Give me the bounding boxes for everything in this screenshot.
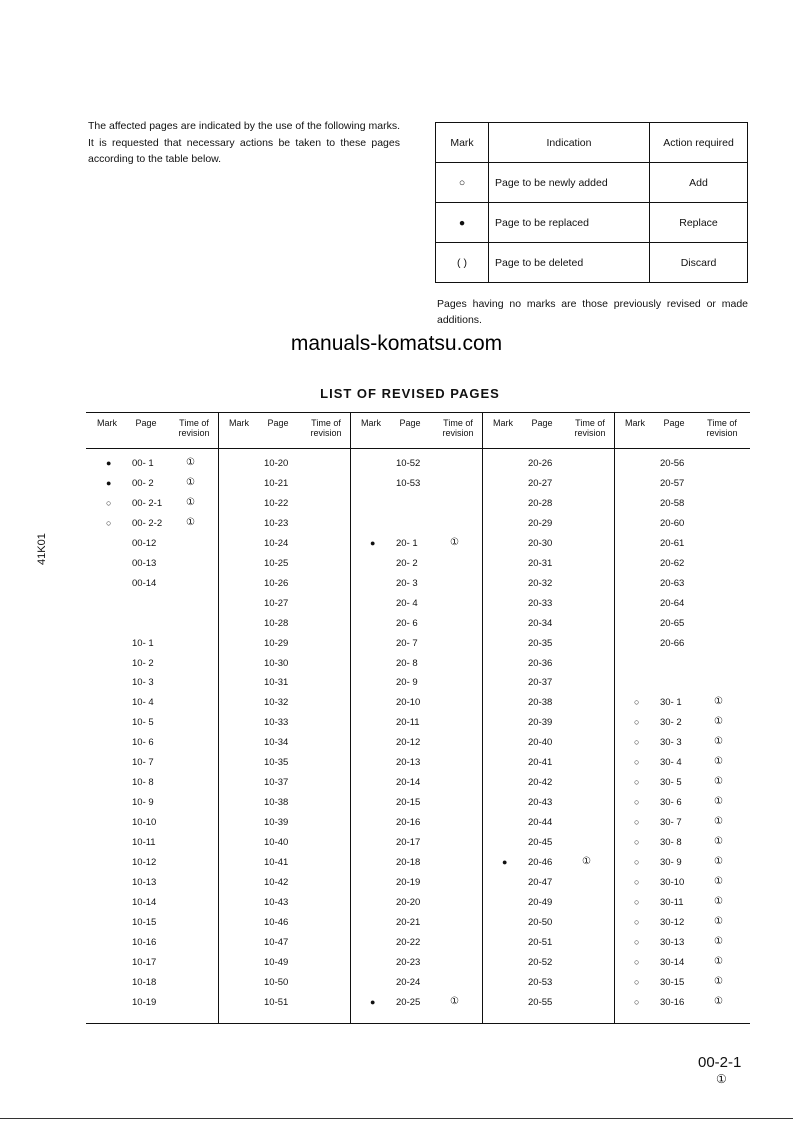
row-page: 30- 1 <box>660 697 682 709</box>
row-page: 30- 6 <box>660 797 682 809</box>
row-page: 10- 5 <box>132 717 154 729</box>
row-page: 10- 3 <box>132 677 154 689</box>
row-page: 20-34 <box>528 617 553 629</box>
row-page: 10-40 <box>264 837 289 849</box>
row-revision: ① <box>714 856 723 867</box>
legend-mark-add: ○ <box>436 163 489 203</box>
row-page: 10-47 <box>264 936 289 948</box>
row-page: 10-27 <box>264 597 289 609</box>
row-page: 20-28 <box>528 497 553 509</box>
row-page: 10-49 <box>264 956 289 968</box>
row-revision: ① <box>186 516 195 528</box>
page-revision-mark: ① <box>716 1072 727 1086</box>
row-page: 20-36 <box>528 657 553 669</box>
side-code: 41K01 <box>36 533 48 565</box>
row-page: 20- 2 <box>396 557 418 569</box>
watermark: manuals-komatsu.com <box>290 332 503 355</box>
row-page: 30-11 <box>660 896 684 908</box>
col-header-page: Page <box>663 418 685 428</box>
row-page: 10-42 <box>264 876 289 888</box>
row-revision: ① <box>186 476 195 488</box>
row-revision: ① <box>714 836 723 848</box>
row-page: 10-39 <box>264 817 289 829</box>
col-header-mark: Mark <box>493 418 513 428</box>
row-page: 20- 6 <box>396 617 418 629</box>
row-revision: ① <box>714 696 723 708</box>
row-mark: ○ <box>634 817 640 828</box>
row-mark: ● <box>370 996 376 1007</box>
row-page: 10-43 <box>264 896 289 908</box>
row-page: 10-14 <box>132 896 157 908</box>
row-page: 20-40 <box>528 737 553 749</box>
row-page: 30-12 <box>660 916 685 928</box>
row-page: 00- 2-2 <box>132 517 163 529</box>
row-page: 10-16 <box>132 936 157 948</box>
legend-mark-delete: ( ) <box>436 243 489 283</box>
row-page: 30- 7 <box>660 817 682 829</box>
row-mark: ○ <box>106 497 112 508</box>
row-page: 20-13 <box>396 757 421 769</box>
row-revision: ① <box>714 736 723 748</box>
row-page: 10-24 <box>264 537 289 549</box>
row-page: 10-52 <box>396 458 421 469</box>
row-mark: ○ <box>634 737 640 748</box>
row-page: 20-61 <box>660 537 685 549</box>
col-header-mark: Mark <box>625 418 645 428</box>
row-page: 10-41 <box>264 857 289 868</box>
row-page: 10-29 <box>264 637 289 649</box>
row-page: 10-17 <box>132 956 157 968</box>
row-page: 20-23 <box>396 956 421 968</box>
col-header-page: Page <box>267 418 289 428</box>
row-revision: ① <box>714 895 723 907</box>
row-mark: ○ <box>634 857 640 867</box>
row-page: 20-53 <box>528 976 553 988</box>
row-page: 10-37 <box>264 777 289 789</box>
row-page: 10-53 <box>396 477 421 489</box>
grid-top-rule <box>86 412 750 413</box>
col-header-page: Page <box>531 418 553 428</box>
mark-legend-table <box>435 122 748 283</box>
row-mark: ○ <box>634 797 640 808</box>
grid-divider-2 <box>350 412 351 1024</box>
row-page: 20-22 <box>396 936 421 948</box>
row-page: 20-38 <box>528 697 553 709</box>
row-page: 20-57 <box>660 477 685 489</box>
col-header-page: Page <box>135 418 157 428</box>
row-page: 20-26 <box>528 458 553 469</box>
row-page: 10-28 <box>264 617 289 629</box>
row-page: 30-13 <box>660 936 685 948</box>
revised-pages-grid <box>86 412 750 1024</box>
row-revision: ① <box>714 995 723 1007</box>
grid-bottom-rule <box>86 1023 750 1024</box>
row-page: 00-12 <box>132 537 157 549</box>
row-page: 10- 8 <box>132 777 154 789</box>
legend-indication-replace: Page to be replaced <box>489 203 650 243</box>
legend-header-mark: Mark <box>436 123 489 163</box>
row-page: 20- 3 <box>396 577 418 589</box>
row-page: 30- 3 <box>660 737 682 749</box>
row-page: 20-47 <box>528 876 553 888</box>
row-revision: ① <box>714 716 723 728</box>
row-page: 00-13 <box>132 557 157 569</box>
row-page: 20-30 <box>528 537 553 549</box>
col-header-time: Time of revision <box>442 418 474 438</box>
row-page: 20-66 <box>660 637 685 649</box>
row-page: 00- 2-1 <box>132 497 163 509</box>
row-page: 20-31 <box>528 557 553 569</box>
row-page: 10- 1 <box>132 637 154 649</box>
row-page: 10-23 <box>264 517 289 529</box>
row-page: 10-25 <box>264 557 289 569</box>
row-revision: ① <box>714 776 723 788</box>
row-page: 30-16 <box>660 996 685 1008</box>
row-page: 20-20 <box>396 896 421 908</box>
row-mark: ○ <box>634 896 640 907</box>
row-page: 10-19 <box>132 996 157 1008</box>
row-mark: ○ <box>634 697 640 708</box>
row-page: 20-11 <box>396 717 420 729</box>
row-page: 10-11 <box>132 837 156 849</box>
row-revision: ① <box>186 496 195 508</box>
row-page: 10- 2 <box>132 657 154 669</box>
row-page: 20-42 <box>528 777 553 789</box>
row-page: 20-21 <box>396 916 421 928</box>
row-mark: ○ <box>106 517 112 528</box>
row-page: 30- 4 <box>660 757 682 769</box>
col-header-time: Time of revision <box>310 418 342 438</box>
grid-header-rule <box>86 448 750 449</box>
row-mark: ○ <box>634 916 640 927</box>
row-page: 20- 1 <box>396 537 418 549</box>
row-revision: ① <box>714 875 723 887</box>
row-mark: ● <box>106 458 112 468</box>
row-page: 10-18 <box>132 976 157 988</box>
row-page: 20-16 <box>396 817 421 829</box>
legend-action-add: Add <box>650 163 748 203</box>
row-page: 20-60 <box>660 517 685 529</box>
row-page: 20-37 <box>528 677 553 689</box>
row-page: 20- 8 <box>396 657 418 669</box>
row-page: 20-10 <box>396 697 421 709</box>
col-header-mark: Mark <box>361 418 381 428</box>
row-page: 20-12 <box>396 737 421 749</box>
row-page: 10-31 <box>264 677 289 689</box>
row-page: 30-10 <box>660 876 685 888</box>
row-page: 10-32 <box>264 697 289 709</box>
row-mark: ○ <box>634 976 640 987</box>
row-page: 10-20 <box>264 458 289 469</box>
row-page: 00- 2 <box>132 477 154 489</box>
row-page: 20-62 <box>660 557 685 569</box>
row-revision: ① <box>714 935 723 947</box>
col-header-mark: Mark <box>229 418 249 428</box>
row-page: 20- 7 <box>396 637 418 649</box>
row-page: 10-22 <box>264 497 289 509</box>
grid-divider-4 <box>614 412 615 1024</box>
row-page: 20-58 <box>660 497 685 509</box>
legend-action-delete: Discard <box>650 243 748 283</box>
row-mark: ○ <box>634 936 640 947</box>
row-page: 20-49 <box>528 896 553 908</box>
row-page: 20-15 <box>396 797 421 809</box>
row-page: 10- 4 <box>132 697 154 709</box>
row-page: 20-44 <box>528 817 553 829</box>
page-number: 00-2-1 <box>698 1054 742 1071</box>
grid-divider-1 <box>218 412 219 1024</box>
row-page: 10-50 <box>264 976 289 988</box>
legend-indication-add: Page to be newly added <box>489 163 650 203</box>
intro-paragraph: The affected pages are indicated by the use of the following marks. It is requested that necessary actions be taken to these pages according to the table below. <box>88 120 400 165</box>
row-mark: ○ <box>634 876 640 887</box>
row-page: 20-27 <box>528 477 553 489</box>
row-revision: ① <box>450 995 459 1007</box>
row-page: 10- 7 <box>132 757 154 769</box>
row-page: 20-25 <box>396 996 421 1008</box>
row-page: 20-50 <box>528 916 553 928</box>
row-mark: ● <box>502 857 508 867</box>
row-page: 20-32 <box>528 577 553 589</box>
row-page: 00- 1 <box>132 458 154 469</box>
row-page: 20-46 <box>528 857 553 868</box>
row-revision: ① <box>186 457 195 468</box>
row-mark: ○ <box>634 996 640 1007</box>
row-page: 10-35 <box>264 757 289 769</box>
row-mark: ● <box>106 477 112 488</box>
row-page: 20-24 <box>396 976 421 988</box>
row-mark: ○ <box>634 777 640 788</box>
row-page: 10-26 <box>264 577 289 589</box>
row-page: 20- 4 <box>396 597 418 609</box>
col-header-time: Time of revision <box>574 418 606 438</box>
row-mark: ○ <box>634 837 640 848</box>
row-page: 20-39 <box>528 717 553 729</box>
legend-indication-delete: Page to be deleted <box>489 243 650 283</box>
row-revision: ① <box>714 975 723 987</box>
row-page: 10-12 <box>132 857 157 868</box>
row-page: 20-43 <box>528 797 553 809</box>
row-revision: ① <box>450 536 459 548</box>
row-page: 20-45 <box>528 837 553 849</box>
row-page: 10-30 <box>264 657 289 669</box>
row-page: 10-15 <box>132 916 157 928</box>
row-page: 20-17 <box>396 837 421 849</box>
row-page: 10-51 <box>264 996 289 1008</box>
row-page: 20-64 <box>660 597 685 609</box>
row-page: 20-55 <box>528 996 553 1008</box>
row-page: 20-18 <box>396 857 421 868</box>
row-page: 20-52 <box>528 956 553 968</box>
legend-action-replace: Replace <box>650 203 748 243</box>
row-page: 20-35 <box>528 637 553 649</box>
row-page: 30- 5 <box>660 777 682 789</box>
row-page: 10-46 <box>264 916 289 928</box>
row-page: 10-33 <box>264 717 289 729</box>
row-page: 30- 9 <box>660 857 682 868</box>
legend-mark-replace: ● <box>436 203 489 243</box>
row-mark: ● <box>370 537 376 548</box>
row-page: 10- 6 <box>132 737 154 749</box>
row-page: 20-65 <box>660 617 685 629</box>
note-text: Pages having no marks are those previously revised or made additions. <box>437 298 748 326</box>
row-page: 10-21 <box>264 477 289 489</box>
grid-divider-3 <box>482 412 483 1024</box>
row-page: 20-14 <box>396 777 421 789</box>
row-page: 00-14 <box>132 577 157 589</box>
row-page: 10-13 <box>132 876 157 888</box>
row-page: 10-38 <box>264 797 289 809</box>
row-page: 30- 2 <box>660 717 682 729</box>
row-page: 20-29 <box>528 517 553 529</box>
row-revision: ① <box>714 955 723 967</box>
row-revision: ① <box>714 816 723 828</box>
col-header-page: Page <box>399 418 421 428</box>
row-page: 10-10 <box>132 817 157 829</box>
row-mark: ○ <box>634 717 640 728</box>
row-revision: ① <box>582 856 591 867</box>
row-revision: ① <box>714 756 723 768</box>
row-page: 30- 8 <box>660 837 682 849</box>
col-header-time: Time of revision <box>178 418 210 438</box>
row-page: 20-41 <box>528 757 553 769</box>
row-page: 20-56 <box>660 458 685 469</box>
legend-header-indication: Indication <box>489 123 650 163</box>
bottom-rule <box>0 1118 793 1119</box>
row-page: 10- 9 <box>132 797 154 809</box>
legend-header-action: Action required <box>650 123 748 163</box>
row-revision: ① <box>714 796 723 808</box>
row-page: 20- 9 <box>396 677 418 689</box>
row-page: 20-63 <box>660 577 685 589</box>
row-page: 20-19 <box>396 876 421 888</box>
col-header-mark: Mark <box>97 418 117 428</box>
row-mark: ○ <box>634 956 640 967</box>
row-page: 30-15 <box>660 976 685 988</box>
row-page: 10-34 <box>264 737 289 749</box>
row-page: 20-51 <box>528 936 553 948</box>
col-header-time: Time of revision <box>706 418 738 438</box>
row-revision: ① <box>714 915 723 927</box>
row-page: 20-33 <box>528 597 553 609</box>
row-page: 30-14 <box>660 956 685 968</box>
row-mark: ○ <box>634 757 640 768</box>
list-title: LIST OF REVISED PAGES <box>320 386 500 401</box>
